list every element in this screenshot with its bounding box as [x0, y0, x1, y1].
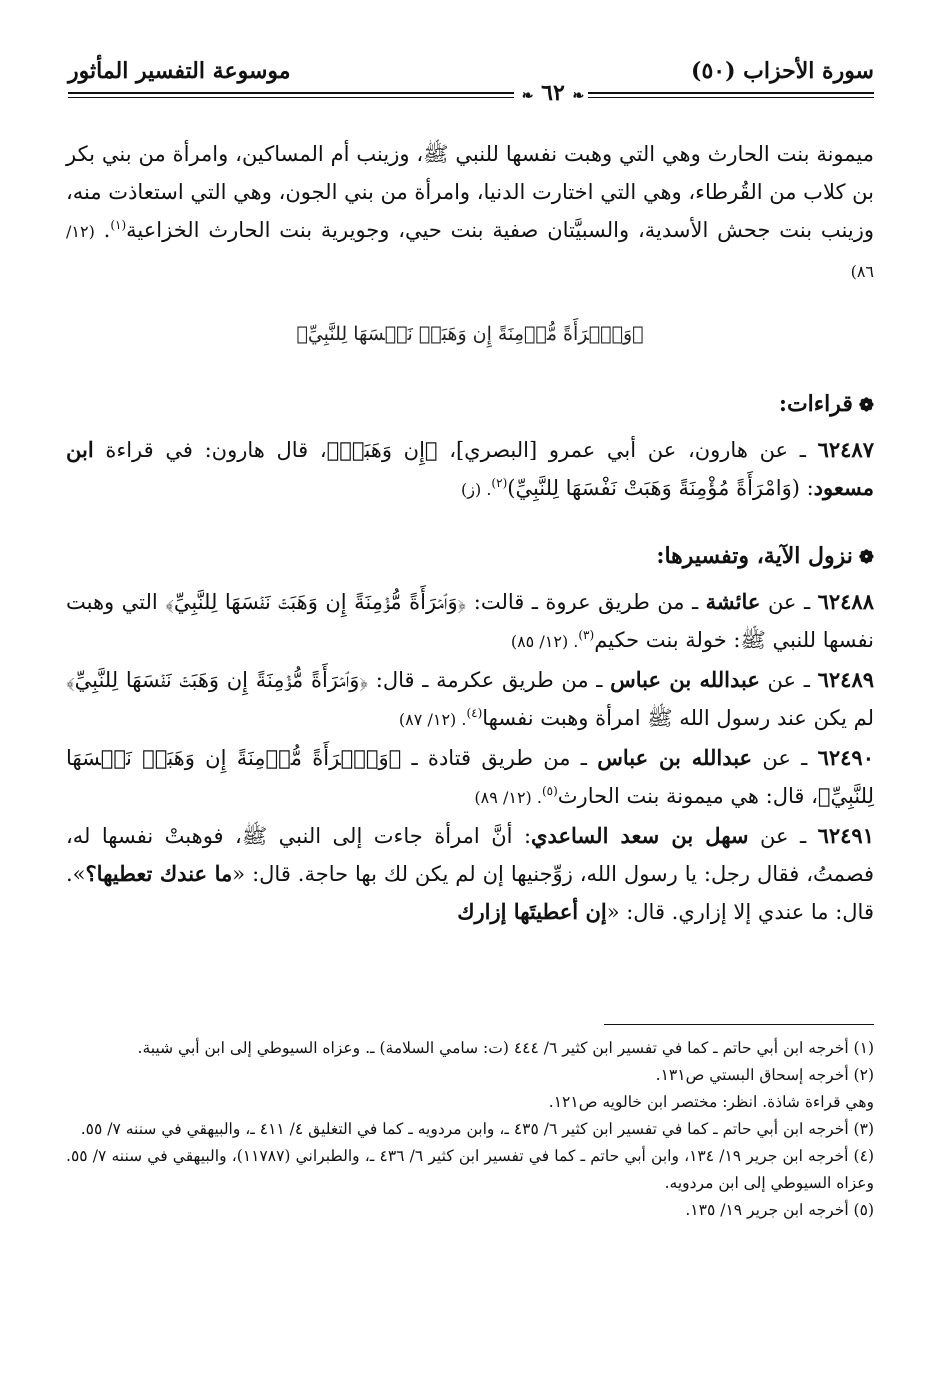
footnote-marker: (٣) — [578, 628, 595, 642]
footnote: (٣) أخرجه ابن أبي حاتم ـ كما في تفسير ابن كثير ٦/ ٤٣٥ ـ، وابن مردويه ـ كما في التغليق ٤/ ٤١١ ـ، والبيهقي في سننه ٧/ ٥٥. — [80, 1120, 874, 1138]
book-title: موسوعة التفسير المأثور — [68, 58, 291, 84]
narration-text: ـ عن — [748, 824, 818, 848]
footnote: (١) أخرجه ابن أبي حاتم ـ كما في تفسير ابن كثير ٦/ ٤٤٤ (ت: سامي السلامة) ـ. وعزاه السيوطي إلى ابن أبي شيبة. — [137, 1039, 874, 1057]
narration-number: ٦٢٤٨٧ — [817, 437, 874, 462]
footnote: (٤) أخرجه ابن جرير ١٩/ ١٣٤، وابن أبي حاتم ـ كما في تفسير ابن كثير ٦/ ٤٣٦ ـ، والطبراني (١١٧٨٧)، والبيهقي في سننه ٧/ ٥٥. وعزاه السيوطي إلى ابن مردويه. — [66, 1147, 874, 1192]
narration-number: ٦٢٤٨٩ — [817, 667, 875, 692]
header-rule-right — [588, 92, 874, 94]
header-rule-left-thin — [68, 97, 514, 98]
ornament-icon: ❧ — [521, 88, 534, 104]
narration-text: : (وَامْرَأَةً مُؤْمِنَةً وَهَبَتْ نَفْسَهَا لِلنَّبِيِّ) — [507, 476, 814, 500]
narration-number: ٦٢٤٩٠ — [817, 745, 874, 770]
flower-icon: ❁ — [858, 547, 874, 568]
narration — [66, 583, 874, 661]
section-title-revelation — [66, 537, 874, 577]
section-title-revelation-label: نزول الآية، وتفسيرها: — [656, 543, 853, 569]
flower-icon: ❁ — [858, 395, 874, 416]
main-text — [66, 135, 874, 931]
footnote: وهي قراءة شاذة. انظر: مختصر ابن خالويه ص١٢١. — [548, 1093, 874, 1111]
source-ref: . (١٢/ ٨٧) — [398, 710, 467, 729]
narrator-name: عائشة — [705, 589, 761, 614]
narration — [66, 431, 874, 509]
narration — [66, 739, 874, 817]
source-ref: (١٢/ ٨٦) — [66, 222, 874, 281]
footnote: (٥) أخرجه ابن جرير ١٩/ ١٣٥. — [685, 1201, 874, 1219]
source-ref: . (١٢/ ٨٩) — [474, 788, 542, 807]
narrator-name: ابن مسعود — [66, 437, 874, 500]
narration-text: ـ من طريق عكرمة ـ قال: ﴿وَٱمۡرَأَةً مُّؤۡمِنَةً إِن وَهَبَتۡ نَفۡسَهَا لِلنَّبِيِّ﴾ لم يكن عند رسول الله ﷺ امرأة وهبت نفسها — [66, 668, 874, 730]
hadith-quote: ما عندك تعطيها؟ — [85, 861, 233, 886]
surah-title: سورة الأحزاب (٥٠) — [691, 58, 874, 84]
narration-text: ». قال: ما عندي إلا إزاري. قال: « — [66, 862, 874, 924]
narration-text: ـ عن هارون، عن أبي عمرو [البصري]، ﴿إِن وَهَبَتۡ﴾، قال هارون: في قراءة — [93, 438, 818, 462]
narration-text: ـ من طريق قتادة ـ ﴿وَٱمۡرَأَةً مُّؤۡمِنَةً إِن وَهَبَتۡ نَفۡسَهَا لِلنَّبِيِّ﴾، قال: هي ميمونة بنت الحارث — [66, 746, 874, 808]
narrator-name: عبدالله بن عباس — [597, 745, 753, 770]
intro-paragraph — [66, 135, 874, 291]
narration-text: ـ عن — [752, 746, 818, 770]
footnote-separator — [604, 1024, 874, 1025]
ornament-icon: ❧ — [572, 88, 585, 104]
narration-text: ـ عن — [759, 668, 818, 692]
intro-tail: . — [94, 218, 111, 242]
narration-number: ٦٢٤٨٨ — [817, 589, 874, 614]
narration-text: ـ من طريق عروة ـ قالت: ﴿وَٱمۡرَأَةً مُّؤۡمِنَةً إِن وَهَبَتۡ نَفۡسَهَا لِلنَّبِيِّ﴾ التي وهبت نفسها للنبي ﷺ: خولة بنت حكيم — [66, 590, 874, 652]
narration-text: ـ عن — [760, 590, 818, 614]
section-title-readings — [66, 385, 874, 425]
page-number-value: ٦٢ — [541, 80, 565, 106]
narration-number: ٦٢٤٩١ — [817, 823, 874, 848]
footnote-marker: (٥) — [541, 784, 558, 798]
header-rule-right-thin — [588, 97, 874, 98]
section-title-readings-label: قراءات: — [778, 391, 853, 417]
footnote: (٢) أخرجه إسحاق البستي ص١٣١. — [655, 1066, 874, 1084]
footnote-marker: (٤) — [466, 706, 483, 720]
intro-text: ميمونة بنت الحارث وهي التي وهبت نفسها للنبي ﷺ، وزينب أم المساكين، وامرأة من بني بكر بن كلاب من القُرطاء، وهي التي اختارت الدنيا، وامرأة من بني الجون، وهي التي استعاذت منه، وزينب بنت جحش الأسدية، والسبيَّتان صفية بنت حيي، وجويرية بنت الحارث الخزاعية — [66, 142, 874, 242]
footnote-marker: (٢) — [491, 476, 508, 490]
narration — [66, 661, 874, 739]
page-number — [488, 80, 618, 106]
footnotes — [66, 1035, 874, 1224]
source-ref: . (١٢/ ٨٥) — [510, 632, 579, 651]
page-header — [68, 58, 874, 106]
quran-verse: ﴿وَٱمۡرَأَةً مُّؤۡمِنَةً إِن وَهَبَتۡ نَفۡسَهَا لِلنَّبِيِّ﴾ — [296, 323, 644, 345]
narration-text: : أنَّ امرأة جاءت إلى النبي ﷺ، فوهبتْ نفسها له، فصمتُ، فقال رجل: يا رسول الله، زوِّجنيها إن لم يكن لك بها حاجة. قال: « — [66, 824, 874, 886]
narrator-name: عبدالله بن عباس — [610, 667, 760, 692]
hadith-quote: إن أعطيتَها إزارك — [457, 899, 607, 924]
footnote-marker: (١) — [110, 218, 127, 232]
narration — [66, 817, 874, 931]
narrator-name: سهل بن سعد الساعدي — [531, 823, 749, 848]
header-rule-left — [68, 92, 514, 94]
source-ref: . (ز) — [461, 480, 492, 499]
